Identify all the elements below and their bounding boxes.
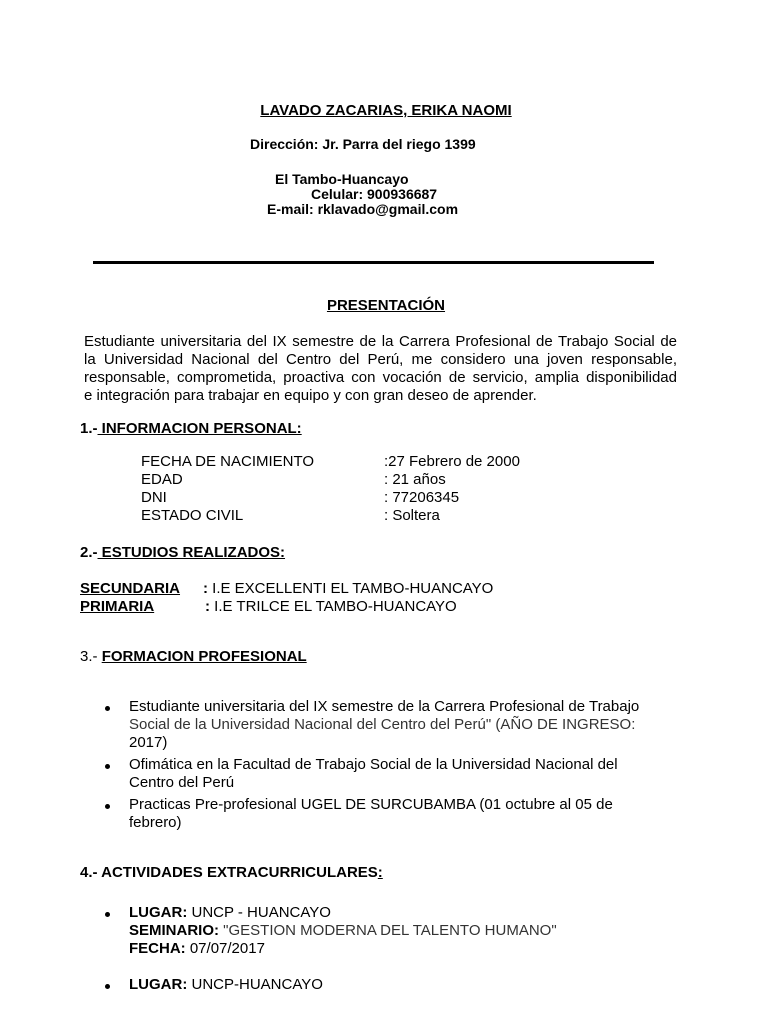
section-number: 2.- <box>80 544 98 561</box>
study-school-primary: : I.E TRILCE EL TAMBO-HUANCAYO <box>205 598 457 615</box>
presentation-line: e integración para trabajar en equipo y con gran deseo de aprender. <box>84 387 537 404</box>
section-title: 4.- ACTIVIDADES EXTRACURRICULARES <box>80 864 378 881</box>
study-level-secondary: SECUNDARIA <box>80 580 181 597</box>
professional-item: Estudiante universitaria del IX semestre de la Carrera Profesional de Trabajo Social de la Universidad Nacional del Centro del Perú" (AÑO DE INGRESO: 2017) <box>129 698 640 751</box>
presentation-line: responsable, comprometida, proactiva con vocación de servicio, amplia disponibilidad <box>84 369 677 386</box>
presentation-line: la Universidad Nacional del Centro del Perú, me considero una joven responsable, <box>84 351 677 368</box>
studies-heading <box>80 544 285 561</box>
study-level-primary: PRIMARIA <box>80 598 155 615</box>
activities-heading: 4.- ACTIVIDADES EXTRACURRICULARES: <box>80 864 383 881</box>
info-label-dni: DNI <box>141 489 167 506</box>
candidate-name: LAVADO ZACARIAS, ERIKA NAOMI <box>260 102 512 119</box>
info-value-dni: : 77206345 <box>384 489 460 506</box>
professional-item: Practicas Pre-profesional UGEL DE SURCUBAMBA (01 octubre al 05 de febrero) <box>129 796 613 831</box>
info-label-age: EDAD <box>141 471 183 488</box>
study-school-secondary: : I.E EXCELLENTI EL TAMBO-HUANCAYO <box>203 580 494 597</box>
professional-item: Ofimática en la Facultad de Trabajo Social de la Universidad Nacional del Centro del Perú <box>129 756 618 791</box>
section-number: 3.- <box>80 648 98 665</box>
activity-item: LUGAR: UNCP - HUANCAYO SEMINARIO: "GESTION MODERNA DEL TALENTO HUMANO" FECHA: 07/07/2017 <box>129 904 557 957</box>
bullet-icon <box>105 984 110 989</box>
bullet-icon <box>105 764 110 769</box>
info-value-birthdate: :27 Febrero de 2000 <box>384 453 520 470</box>
address: Dirección: Jr. Parra del riego 1399 <box>250 136 476 152</box>
city: El Tambo-Huancayo <box>275 171 409 187</box>
section-number: 1.- <box>80 420 98 437</box>
bullet-icon <box>105 706 110 711</box>
personal-info-heading <box>80 420 302 437</box>
info-value-civil-status: : Soltera <box>384 507 440 524</box>
presentation-paragraph <box>84 333 677 405</box>
info-label-civil-status: ESTADO CIVIL <box>141 507 244 524</box>
section-title: ESTUDIOS REALIZADOS: <box>97 544 286 561</box>
bullet-icon <box>105 912 110 917</box>
phone: Celular: 900936687 <box>311 186 438 202</box>
header-divider <box>93 261 654 264</box>
presentation-line: Estudiante universitaria del IX semestre de la Carrera Profesional de Trabajo Social de <box>84 333 677 350</box>
info-value-age: : 21 años <box>384 471 446 488</box>
professional-heading <box>80 648 307 665</box>
section-title: FORMACION PROFESIONAL <box>101 648 307 665</box>
email: E-mail: rklavado@gmail.com <box>267 201 459 217</box>
presentation-title: PRESENTACIÓN <box>326 297 446 314</box>
section-title: INFORMACION PERSONAL: <box>97 420 302 437</box>
activity-item: LUGAR: UNCP-HUANCAYO <box>129 976 323 993</box>
info-label-birthdate: FECHA DE NACIMIENTO <box>141 453 315 470</box>
bullet-icon <box>105 804 110 809</box>
